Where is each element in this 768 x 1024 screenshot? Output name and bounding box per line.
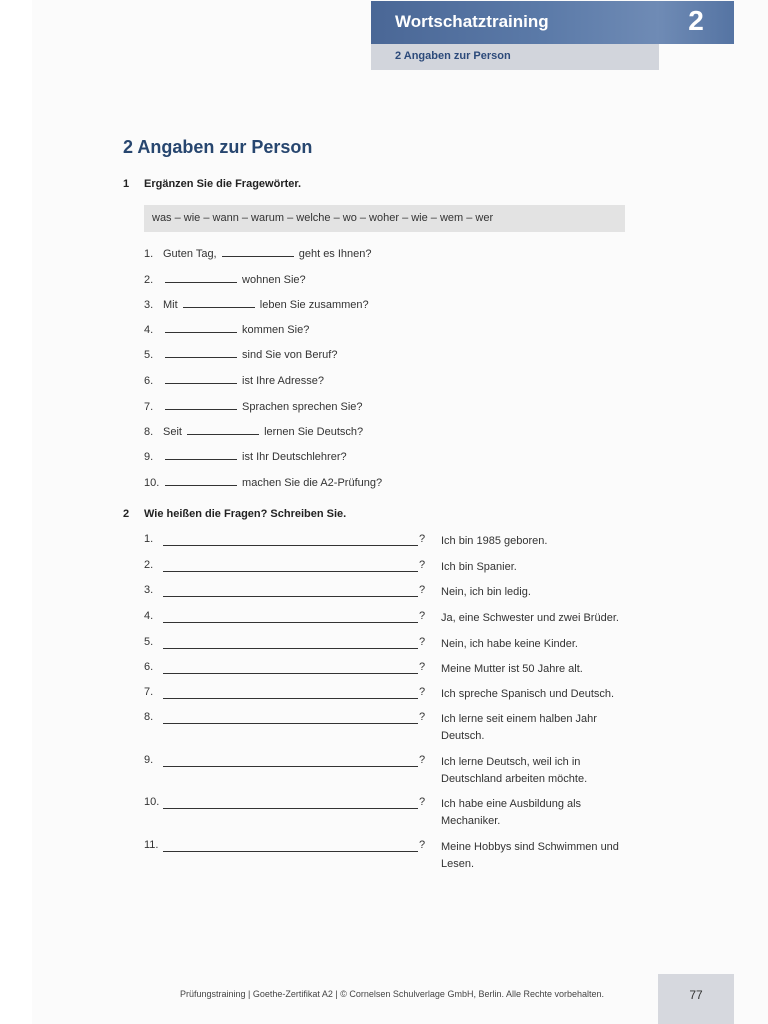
word-box: [144, 205, 625, 232]
item-number: 4.: [144, 610, 154, 622]
given-answer: Ich lerne seit einem halben Jahr Deutsch.: [441, 713, 597, 742]
question-mark: ?: [419, 584, 426, 596]
given-answer: Ich lerne Deutsch, weil ich in Deutschland arbeiten möchte.: [441, 756, 588, 785]
task-1-number: 1: [123, 178, 130, 190]
question-mark: ?: [419, 686, 426, 698]
fill-in-blank[interactable]: [183, 297, 255, 308]
question-answer-line[interactable]: [163, 851, 418, 852]
page-number: 77: [689, 988, 703, 1002]
question-mark: ?: [419, 754, 426, 766]
task-1-item: [144, 246, 372, 260]
task-2-title: [123, 508, 346, 520]
fill-in-blank[interactable]: [187, 424, 259, 435]
given-answer: Meine Hobbys sind Schwimmen und Lesen.: [441, 841, 619, 870]
fill-in-blank[interactable]: [165, 347, 237, 358]
given-answer: Nein, ich habe keine Kinder.: [441, 638, 578, 650]
item-number: 10.: [144, 477, 160, 489]
given-answer: Meine Mutter ist 50 Jahre alt.: [441, 663, 583, 675]
chapter-number-box: [658, 1, 734, 44]
item-text-before: Mit: [163, 299, 181, 311]
given-answer: Ich bin 1985 geboren.: [441, 535, 548, 547]
item-number: 7.: [144, 686, 154, 698]
question-answer-line[interactable]: [163, 723, 418, 724]
fill-in-blank[interactable]: [222, 246, 294, 257]
fill-in-blank[interactable]: [165, 272, 237, 283]
question-answer-line[interactable]: [163, 571, 418, 572]
item-number: 2.: [144, 559, 154, 571]
header-subtitle-bar: [371, 44, 659, 70]
given-answer: Ich spreche Spanisch und Deutsch.: [441, 688, 615, 700]
item-number: 3.: [144, 584, 154, 596]
item-text-after: lernen Sie Deutsch?: [261, 426, 364, 438]
item-text-after: leben Sie zusammen?: [256, 299, 369, 311]
footer-text: Prüfungstraining | Goethe-Zertifikat A2 | © Cornelsen Schulverlage GmbH, Berlin. Alle Rechte vorbehalten.: [180, 989, 605, 999]
given-answer: Ich bin Spanier.: [441, 561, 517, 573]
item-text-after: sind Sie von Beruf?: [239, 349, 338, 361]
item-text-after: ist Ihre Adresse?: [239, 375, 324, 387]
item-number: 6.: [144, 661, 154, 673]
question-mark: ?: [419, 610, 426, 622]
question-answer-line[interactable]: [163, 622, 418, 623]
fill-in-blank[interactable]: [165, 399, 237, 410]
item-number: 11.: [144, 839, 159, 851]
question-mark: ?: [419, 636, 426, 648]
item-text-after: Sprachen sprechen Sie?: [239, 401, 363, 413]
question-mark: ?: [419, 533, 426, 545]
task-1-item: [144, 373, 324, 387]
task-1-item: [144, 272, 306, 286]
given-answer: Nein, ich bin ledig.: [441, 586, 531, 598]
item-number: 2.: [144, 274, 154, 286]
question-mark: ?: [419, 661, 426, 673]
item-number: 9.: [144, 451, 154, 463]
item-number: 5.: [144, 349, 154, 361]
item-number: 3.: [144, 299, 154, 311]
fill-in-blank[interactable]: [165, 373, 237, 384]
chapter-number: 2: [688, 5, 704, 36]
task-1-instruction: Ergänzen Sie die Fragewörter.: [144, 178, 302, 190]
question-mark: ?: [419, 711, 426, 723]
header-subtitle: 2 Angaben zur Person: [395, 50, 511, 62]
task-1-item: [144, 449, 347, 463]
task-1-item: [144, 297, 369, 311]
task-2-number: 2: [123, 508, 130, 520]
item-text-before: Seit: [163, 426, 186, 438]
item-number: 7.: [144, 401, 154, 413]
item-text-after: machen Sie die A2-Prüfung?: [239, 477, 383, 489]
question-mark: ?: [419, 559, 426, 571]
item-number: 9.: [144, 754, 154, 766]
fill-in-blank[interactable]: [165, 322, 237, 333]
given-answer: Ich habe eine Ausbildung als Mechaniker.: [441, 798, 582, 827]
item-number: 6.: [144, 375, 154, 387]
header-title: Wortschatztraining: [395, 12, 549, 31]
task-2-instruction: Wie heißen die Fragen? Schreiben Sie.: [144, 508, 347, 520]
item-text-before: Guten Tag,: [163, 248, 220, 260]
question-answer-line[interactable]: [163, 808, 418, 809]
section-title: 2 Angaben zur Person: [123, 137, 313, 157]
question-answer-line[interactable]: [163, 545, 418, 546]
item-number: 1.: [144, 533, 154, 545]
question-answer-line[interactable]: [163, 648, 418, 649]
item-number: 5.: [144, 636, 154, 648]
fill-in-blank[interactable]: [165, 449, 237, 460]
task-1-item: [144, 475, 382, 489]
item-number: 4.: [144, 324, 154, 336]
word-box-text: was – wie – wann – warum – welche – wo – woher – wie – wem – wer: [152, 212, 494, 224]
item-text-after: wohnen Sie?: [239, 274, 306, 286]
item-text-after: kommen Sie?: [239, 324, 310, 336]
task-1-item: [144, 399, 363, 413]
task-1-item: [144, 322, 309, 336]
page-number-box: [658, 974, 734, 1024]
fill-in-blank[interactable]: [165, 475, 237, 486]
task-1-item: [144, 347, 337, 361]
header-bar: [371, 1, 659, 44]
question-answer-line[interactable]: [163, 673, 418, 674]
task-1-title: [123, 178, 301, 190]
item-number: 10.: [144, 796, 160, 808]
question-answer-line[interactable]: [163, 698, 418, 699]
item-number: 8.: [144, 426, 154, 438]
question-mark: ?: [419, 839, 426, 851]
question-answer-line[interactable]: [163, 766, 418, 767]
question-mark: ?: [419, 796, 426, 808]
item-text-after: ist Ihr Deutschlehrer?: [239, 451, 347, 463]
task-1-item: [144, 424, 363, 438]
item-text-after: geht es Ihnen?: [295, 248, 372, 260]
given-answer: Ja, eine Schwester und zwei Brüder.: [441, 612, 619, 624]
item-number: 8.: [144, 711, 154, 723]
item-number: 1.: [144, 248, 154, 260]
question-answer-line[interactable]: [163, 596, 418, 597]
